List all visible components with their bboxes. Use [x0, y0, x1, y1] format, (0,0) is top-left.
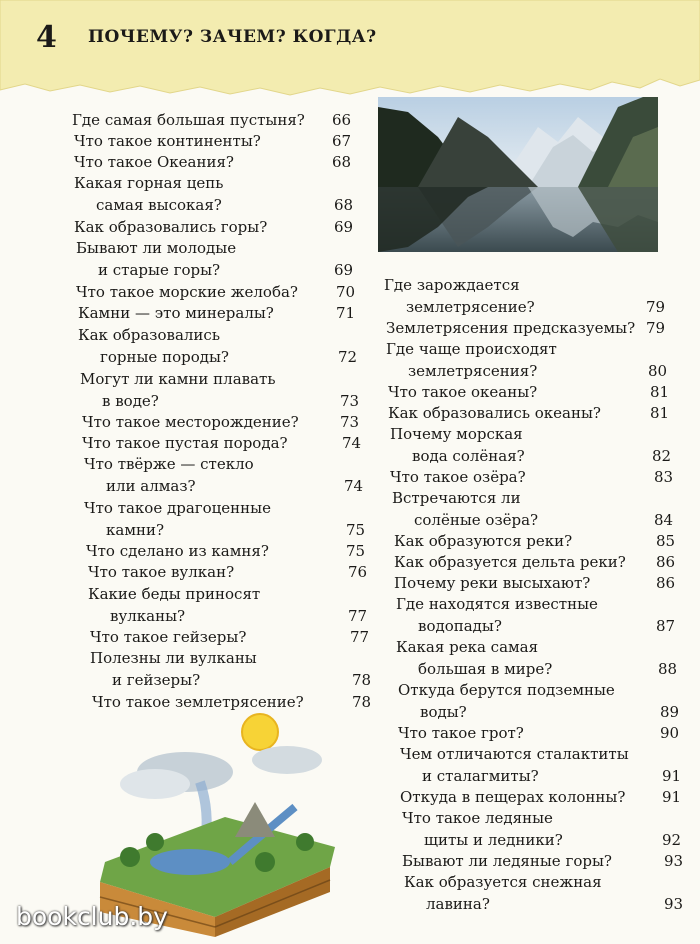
toc-entry-page-number: 78 — [352, 693, 372, 711]
toc-entry[interactable] — [384, 274, 646, 318]
toc-entry-page-number: 69 — [334, 261, 354, 279]
toc-entry-page-number: 91 — [662, 788, 682, 806]
toc-entry-page-number: 68 — [332, 153, 352, 171]
toc-entry-page-number: 84 — [654, 511, 674, 529]
toc-entry-title: Почему реки высыхают? — [394, 574, 591, 592]
toc-entry-page-number: 79 — [646, 298, 666, 316]
toc-entry-title: Откуда берутся подземные воды? — [398, 681, 615, 721]
toc-entry-title: Полезны ли вулканы и гейзеры? — [90, 649, 257, 689]
toc-entry-page-number: 78 — [352, 671, 372, 689]
toc-entry-page-number: 93 — [664, 895, 684, 913]
toc-entry-title: Почему морская вода солёная? — [390, 425, 525, 465]
toc-entry[interactable] — [388, 402, 650, 424]
mountain-lake-photo — [378, 97, 658, 252]
toc-entry[interactable] — [78, 324, 340, 368]
toc-entry[interactable] — [392, 487, 654, 531]
toc-entry-page-number: 74 — [342, 434, 362, 452]
toc-entry-title: Как образуется дельта реки? — [394, 553, 626, 571]
toc-entry[interactable] — [386, 338, 648, 382]
toc-entry-title: Что такое ледяные щиты и ледники? — [402, 809, 563, 849]
toc-entry-page-number: 77 — [350, 628, 370, 646]
toc-entry[interactable] — [88, 583, 350, 627]
toc-entry-title: Как образуется снежная лавина? — [404, 873, 602, 913]
toc-entry[interactable] — [390, 423, 652, 467]
toc-entry-title: Что твёрже — стекло или алмаз? — [84, 455, 254, 495]
toc-entry-title: Что такое Океания? — [74, 153, 234, 171]
toc-entry-title: Где зарождается землетрясение? — [384, 276, 535, 316]
toc-entry[interactable] — [396, 593, 658, 637]
toc-entry-title: Где самая большая пустыня? — [72, 111, 305, 129]
toc-entry[interactable] — [404, 871, 666, 915]
toc-entry-page-number: 66 — [332, 111, 352, 129]
toc-entry-page-number: 67 — [332, 132, 352, 150]
toc-entry-page-number: 87 — [656, 617, 676, 635]
toc-entry-page-number: 81 — [650, 383, 670, 401]
toc-entry-title: Какая горная цепь самая высокая? — [74, 174, 224, 214]
toc-entry[interactable] — [90, 626, 352, 648]
toc-entry-title: Что такое морские желоба? — [76, 283, 298, 301]
toc-entry-page-number: 80 — [648, 362, 668, 380]
toc-entry[interactable] — [82, 432, 344, 454]
toc-entry-title: Что такое океаны? — [388, 383, 538, 401]
toc-entry[interactable] — [400, 786, 662, 808]
toc-entry-title: Чем отличаются сталактиты и сталагмиты? — [400, 745, 629, 785]
toc-entry[interactable] — [74, 172, 336, 216]
toc-entry-page-number: 89 — [660, 703, 680, 721]
toc-entry-title: Откуда в пещерах колонны? — [400, 788, 626, 806]
toc-entry-title: Могут ли камни плавать в воде? — [80, 370, 276, 410]
toc-entry-page-number: 69 — [334, 218, 354, 236]
toc-entry-page-number: 71 — [336, 304, 356, 322]
toc-entry-title: Что такое континенты? — [74, 132, 261, 150]
toc-entry-title: Бывают ли молодые и старые горы? — [76, 239, 237, 279]
toc-entry[interactable] — [76, 237, 338, 281]
toc-entry[interactable] — [388, 381, 650, 403]
page-header — [0, 0, 700, 100]
torn-paper-band — [0, 0, 700, 100]
toc-entry-title: Встречаются ли солёные озёра? — [392, 489, 539, 529]
toc-entry-page-number: 75 — [346, 521, 366, 539]
toc-entry[interactable] — [82, 411, 344, 433]
toc-entry-page-number: 72 — [338, 348, 358, 366]
toc-entry-page-number: 91 — [662, 767, 682, 785]
page-number: 4 — [36, 20, 57, 55]
toc-entry-title: Что такое землетрясение? — [92, 693, 304, 711]
toc-entry-page-number: 73 — [340, 392, 360, 410]
toc-entry-page-number: 73 — [340, 413, 360, 431]
toc-entry[interactable] — [88, 561, 350, 583]
toc-entry-title: Что такое пустая порода? — [82, 434, 288, 452]
toc-entry[interactable] — [76, 281, 338, 303]
toc-entry-page-number: 74 — [344, 477, 364, 495]
toc-entry-title: Как образовались горные породы? — [78, 326, 229, 366]
toc-entry[interactable] — [390, 466, 652, 488]
toc-entry[interactable] — [394, 551, 656, 573]
toc-entry-title: Какие беды приносят вулканы? — [88, 585, 261, 625]
toc-entry[interactable] — [398, 722, 660, 744]
toc-entry[interactable] — [74, 130, 336, 152]
toc-entry[interactable] — [72, 109, 334, 131]
toc-entry-title: Что такое месторождение? — [82, 413, 299, 431]
toc-entry-page-number: 90 — [660, 724, 680, 742]
toc-entry[interactable] — [398, 679, 660, 723]
toc-entry-page-number: 76 — [348, 563, 368, 581]
toc-entry[interactable] — [74, 216, 336, 238]
toc-entry[interactable] — [402, 850, 664, 872]
toc-entry-page-number: 88 — [658, 660, 678, 678]
watermark: bookclub.by — [16, 902, 168, 931]
toc-entry-title: Что сделано из камня? — [86, 542, 269, 560]
toc-entry-page-number: 68 — [334, 196, 354, 214]
toc-entry-title: Как образовались горы? — [74, 218, 268, 236]
toc-entry[interactable] — [90, 647, 352, 691]
toc-entry-title: Что такое гейзеры? — [90, 628, 247, 646]
toc-entry-title: Где находятся известные водопады? — [396, 595, 598, 635]
toc-entry[interactable] — [386, 317, 648, 339]
toc-entry-title: Что такое озёра? — [390, 468, 526, 486]
toc-entry-page-number: 75 — [346, 542, 366, 560]
toc-entry-title: Что такое грот? — [398, 724, 524, 742]
toc-entry-page-number: 83 — [654, 468, 674, 486]
toc-entry[interactable] — [86, 540, 348, 562]
toc-entry[interactable] — [78, 302, 340, 324]
toc-entry-page-number: 82 — [652, 447, 672, 465]
toc-entry-page-number: 85 — [656, 532, 676, 550]
toc-entry[interactable] — [394, 572, 656, 594]
toc-entry[interactable] — [402, 807, 664, 851]
toc-entry[interactable] — [92, 691, 354, 713]
toc-entry-title: Какая река самая большая в мире? — [396, 638, 553, 678]
toc-entry[interactable] — [74, 151, 336, 173]
toc-entry-title: Как образуются реки? — [394, 532, 573, 550]
toc-entry-page-number: 86 — [656, 553, 676, 571]
toc-entry-title: Что такое вулкан? — [88, 563, 235, 581]
section-title: ПОЧЕМУ? ЗАЧЕМ? КОГДА? — [88, 27, 377, 47]
toc-entry[interactable] — [400, 743, 662, 787]
toc-entry[interactable] — [80, 368, 342, 412]
toc-entry-page-number: 86 — [656, 574, 676, 592]
toc-entry-page-number: 77 — [348, 607, 368, 625]
toc-entry-page-number: 92 — [662, 831, 682, 849]
toc-entry-page-number: 93 — [664, 852, 684, 870]
toc-entry-title: Землетрясения предсказуемы? — [386, 319, 636, 337]
toc-entry[interactable] — [84, 497, 346, 541]
toc-entry-title: Что такое драгоценные камни? — [84, 499, 271, 539]
toc-entry[interactable] — [84, 453, 346, 497]
toc-entry-title: Как образовались океаны? — [388, 404, 601, 422]
toc-entry-title: Камни — это минералы? — [78, 304, 274, 322]
toc-entry-page-number: 70 — [336, 283, 356, 301]
toc-entry-title: Где чаще происходят землетрясения? — [386, 340, 557, 380]
toc-entry-page-number: 79 — [646, 319, 666, 337]
toc-entry[interactable] — [396, 636, 658, 680]
toc-entry[interactable] — [394, 530, 656, 552]
toc-entry-page-number: 81 — [650, 404, 670, 422]
toc-entry-title: Бывают ли ледяные горы? — [402, 852, 612, 870]
